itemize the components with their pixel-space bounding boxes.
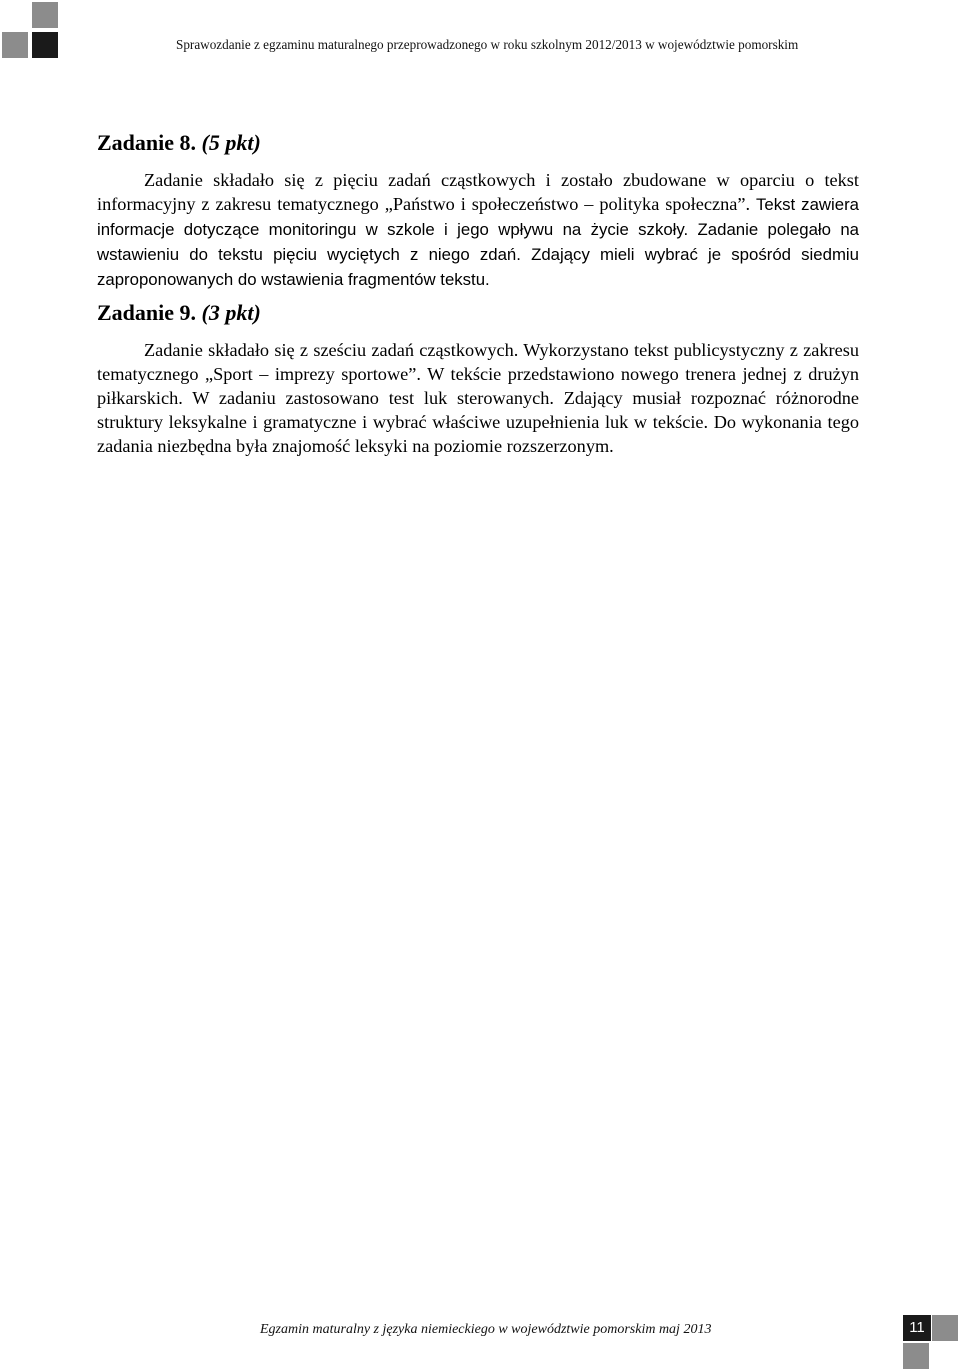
logo-square-bottom-left: [2, 32, 28, 58]
page-number-value: 11: [909, 1319, 925, 1336]
task-9-points: (3 pkt): [201, 300, 261, 325]
task-8-description-sans: Tekst zawiera informacje dotyczące monitoringu w szkole i jego wpływu na życie szkoły. Zadanie polegało na wstawieniu do tekstu pięciu wyciętych z niego zdań. Zdający mieli wybrać je spośród siedmiu zaproponowanych do wstawienia fragmentów tekstu.: [97, 195, 859, 289]
logo-square-bottom-right: [32, 32, 58, 58]
task-8-title: [97, 128, 859, 158]
task-9-description: Zadanie składało się z sześciu zadań cząstkowych. Wykorzystano tekst publicystyczny z zakresu tematycznego „Sport – imprezy sportowe”. W tekście przedstawiono nowego trenera jednej z drużyn piłkarskich. W zadaniu zastosowano test luk sterowanych. Zdający musiał rozpoznać różnorodne struktury leksykalne i gramatyczne i wybrać właściwe uzupełnienia luk w tekście. Do wykonania tego zadania niezbędna była znajomość leksyki na poziomie rozszerzonym.: [97, 340, 859, 456]
footer-corner-square-bottom: [903, 1343, 929, 1369]
header-logo: [0, 0, 60, 60]
page-header-title: Sprawozdanie z egzaminu maturalnego przeprowadzonego w roku szkolnym 2012/2013 w województwie pomorskim: [176, 37, 799, 52]
task-8-description: [97, 168, 859, 292]
task-8-description-serif: Zadanie składało się z pięciu zadań cząstkowych i zostało zbudowane w oparciu o tekst informacyjny z zakresu tematycznego „Państwo i społeczeństwo – polityka społeczna”.: [97, 170, 859, 214]
footer-corner-square-top: [932, 1315, 958, 1341]
task-9: [97, 298, 859, 458]
page-number: [903, 1315, 931, 1341]
logo-square-top-right: [32, 2, 58, 28]
task-9-label: Zadanie 9.: [97, 300, 197, 325]
task-8-points: (5 pkt): [201, 130, 261, 155]
task-8: [97, 128, 859, 292]
page-footer-text: Egzamin maturalny z języka niemieckiego w województwie pomorskim maj 2013: [260, 1322, 712, 1337]
task-8-label: Zadanie 8.: [97, 130, 197, 155]
task-9-title: [97, 298, 859, 328]
page-content: [97, 128, 859, 464]
